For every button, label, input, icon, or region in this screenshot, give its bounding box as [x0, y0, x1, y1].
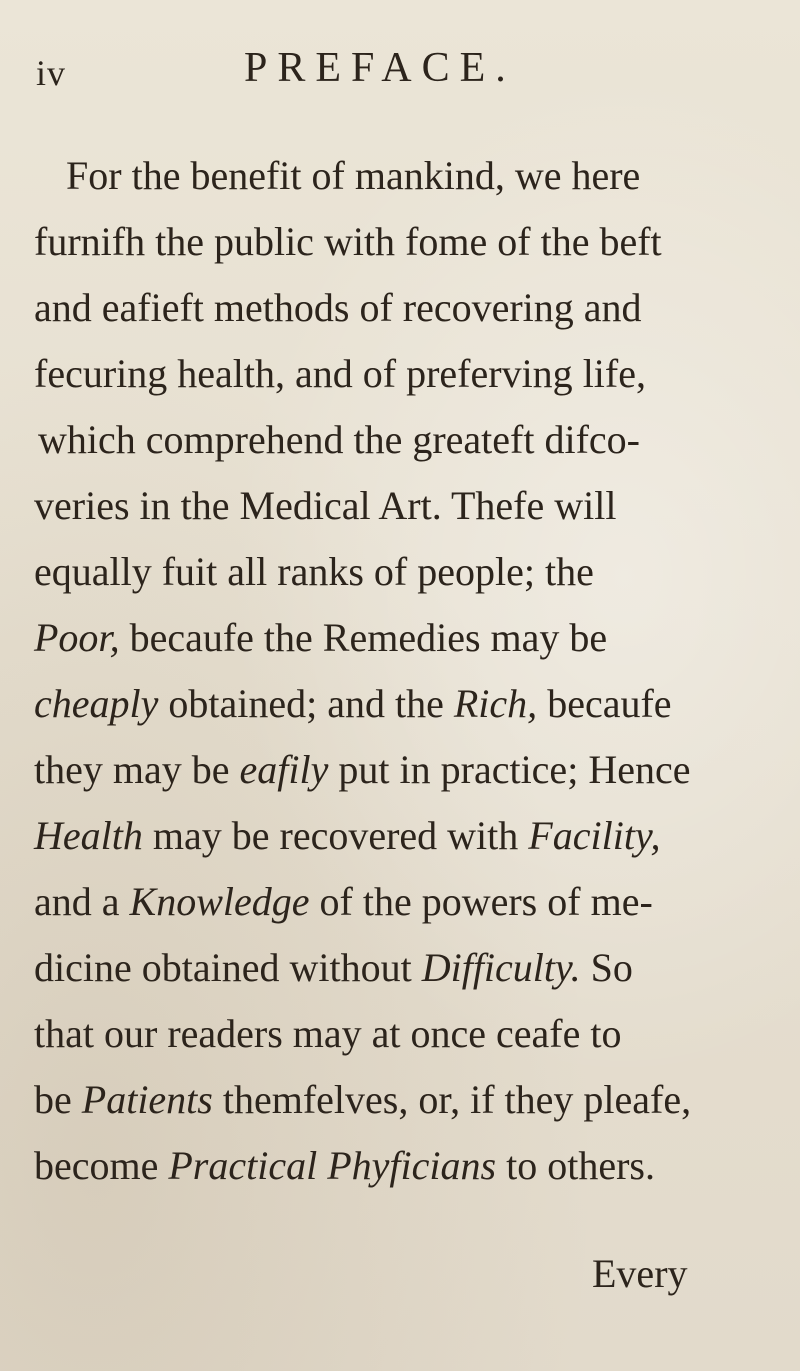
text-line: that our readers may at once ceafe to	[34, 1011, 622, 1056]
text-line: they may be eafily put in practice; Hence	[34, 747, 691, 792]
catchword: Every	[592, 1251, 688, 1296]
text-line: dicine obtained without Difficulty. So	[34, 945, 633, 990]
text-line: fecuring health, and of preferving life,	[34, 351, 646, 396]
text-line: veries in the Medical Art. Thefe will	[34, 483, 617, 528]
page-header	[36, 44, 776, 94]
text-line: become Practical Phyficians to others.	[34, 1143, 655, 1188]
text-line: and eafieft methods of recovering and	[34, 285, 642, 330]
text-line: and a Knowledge of the powers of me-	[34, 879, 653, 924]
text-line: equally fuit all ranks of people; the	[34, 549, 594, 594]
text-line: furnifh the public with fome of the beft	[34, 219, 662, 264]
text-line: For the benefit of mankind, we here	[66, 153, 641, 198]
text-line: be Patients themfelves, or, if they pleafe,	[34, 1077, 692, 1122]
text-line: Poor, becaufe the Remedies may be	[34, 615, 608, 660]
page-number: iv	[36, 53, 67, 93]
text-line: which comprehend the greateft difco-	[38, 417, 640, 462]
text-line: Health may be recovered with Facility,	[34, 813, 661, 858]
text-line: cheaply obtained; and the Rich, becaufe	[34, 681, 672, 726]
running-head: PREFACE.	[244, 45, 516, 91]
